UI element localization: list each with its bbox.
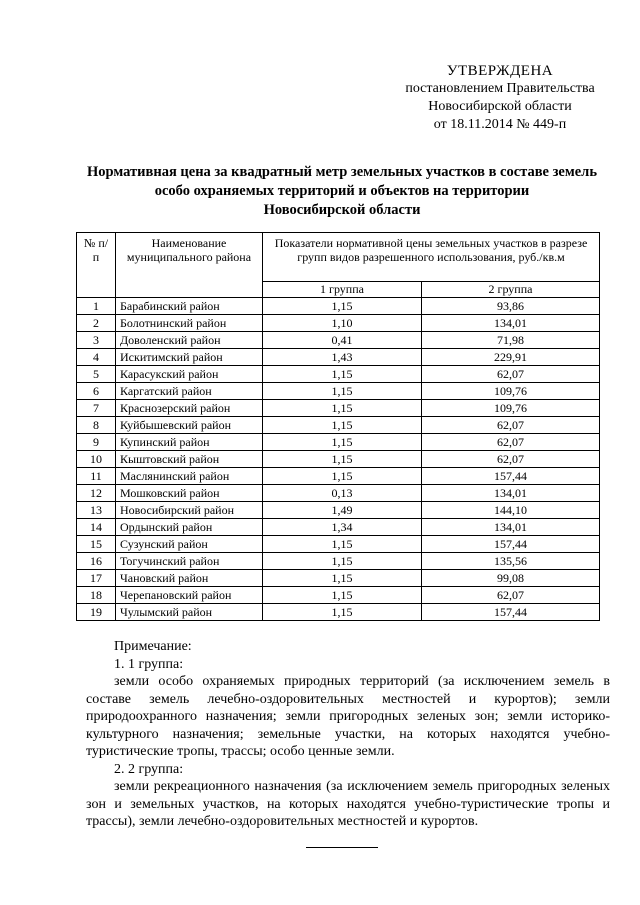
- row-number: 4: [77, 349, 116, 366]
- district-name: Доволенский район: [116, 332, 263, 349]
- note-2-label: 2. 2 группа:: [114, 761, 184, 777]
- approval-line-3: от 18.11.2014 № 449-п: [433, 117, 567, 132]
- group-1-price: 1,15: [263, 587, 422, 604]
- table-row: [77, 332, 600, 349]
- group-1-price: 1,10: [263, 315, 422, 332]
- district-name: Барабинский район: [116, 298, 263, 315]
- end-divider: [306, 847, 378, 848]
- group-2-price: 62,07: [422, 434, 600, 451]
- group-2-price: 62,07: [422, 587, 600, 604]
- table-row: [77, 366, 600, 383]
- district-name: Карасукский район: [116, 366, 263, 383]
- group-1-price: 1,15: [263, 383, 422, 400]
- note-1-text: земли особо охраняемых природных территорий (за исключением земель в составе земель лечебно-оздоровительных местностей и курортов); земли природоохранного назначения; земли пригородных зеленых зон; земли историко-культурного назначения; земельные участки, на которых находятся учебно-туристические тропы, трассы; особо ценные земли.: [86, 674, 610, 759]
- row-number: 6: [77, 383, 116, 400]
- notes-section: [86, 638, 610, 831]
- group-2-price: 109,76: [422, 383, 600, 400]
- row-number: 16: [77, 553, 116, 570]
- group-1-price: 1,15: [263, 553, 422, 570]
- district-name: Кыштовский район: [116, 451, 263, 468]
- row-number: 18: [77, 587, 116, 604]
- table-row: [77, 349, 600, 366]
- district-name: Ордынский район: [116, 519, 263, 536]
- group-1-price: 1,15: [263, 451, 422, 468]
- group-2-price: 229,91: [422, 349, 600, 366]
- row-number: 11: [77, 468, 116, 485]
- approval-line-2: Новосибирской области: [428, 99, 572, 114]
- group-2-price: 71,98: [422, 332, 600, 349]
- group-2-price: 157,44: [422, 468, 600, 485]
- group-1-price: 1,15: [263, 536, 422, 553]
- group-2-price: 135,56: [422, 553, 600, 570]
- table-row: [77, 587, 600, 604]
- district-name: Искитимский район: [116, 349, 263, 366]
- table-row: [77, 536, 600, 553]
- table-row: [77, 468, 600, 485]
- group-1-price: 1,34: [263, 519, 422, 536]
- table-row: [77, 298, 600, 315]
- row-number: 10: [77, 451, 116, 468]
- table-row: [77, 434, 600, 451]
- group-2-price: 93,86: [422, 298, 600, 315]
- group-2-price: 134,01: [422, 315, 600, 332]
- group-1-price: 0,13: [263, 485, 422, 502]
- group-1-price: 1,15: [263, 570, 422, 587]
- district-name: Каргатский район: [116, 383, 263, 400]
- row-number: 8: [77, 417, 116, 434]
- table-row: [77, 417, 600, 434]
- group-2-price: 62,07: [422, 366, 600, 383]
- approval-line-1: постановлением Правительства: [405, 81, 595, 96]
- group-2-price: 157,44: [422, 536, 600, 553]
- group-2-price: 144,10: [422, 502, 600, 519]
- group-1-price: 1,43: [263, 349, 422, 366]
- table-row: [77, 553, 600, 570]
- table-row: [77, 451, 600, 468]
- table-row: [77, 502, 600, 519]
- row-number: 13: [77, 502, 116, 519]
- table-row: [77, 604, 600, 621]
- group-2-price: 99,08: [422, 570, 600, 587]
- table-row: [77, 383, 600, 400]
- district-name: Чулымский район: [116, 604, 263, 621]
- group-2-price: 62,07: [422, 417, 600, 434]
- group-1-price: 1,15: [263, 434, 422, 451]
- table-row: [77, 519, 600, 536]
- row-number: 5: [77, 366, 116, 383]
- row-number: 17: [77, 570, 116, 587]
- group-1-price: 1,15: [263, 604, 422, 621]
- district-name: Чановский район: [116, 570, 263, 587]
- group-1-price: 1,49: [263, 502, 422, 519]
- row-number: 12: [77, 485, 116, 502]
- title-line-1: Нормативная цена за квадратный метр земельных участков в составе земель: [87, 164, 597, 180]
- group-1-price: 1,15: [263, 298, 422, 315]
- header-indicators: Показатели нормативной цены земельных участков в разрезе групп видов разрешенного использования, руб./кв.м: [263, 233, 600, 282]
- header-district-name: Наименование муниципального района: [116, 233, 263, 298]
- group-2-price: 134,01: [422, 519, 600, 536]
- district-name: Краснозерский район: [116, 400, 263, 417]
- row-number: 19: [77, 604, 116, 621]
- row-number: 15: [77, 536, 116, 553]
- district-name: Черепановский район: [116, 587, 263, 604]
- district-name: Болотнинский район: [116, 315, 263, 332]
- group-1-price: 1,15: [263, 417, 422, 434]
- district-name: Куйбышевский район: [116, 417, 263, 434]
- group-2-price: 62,07: [422, 451, 600, 468]
- row-number: 9: [77, 434, 116, 451]
- header-number: № п/п: [77, 233, 116, 298]
- group-1-price: 1,15: [263, 400, 422, 417]
- district-name: Сузунский район: [116, 536, 263, 553]
- row-number: 2: [77, 315, 116, 332]
- group-2-price: 134,01: [422, 485, 600, 502]
- group-1-price: 1,15: [263, 468, 422, 485]
- district-name: Тогучинский район: [116, 553, 263, 570]
- note-1-label: 1. 1 группа:: [114, 656, 184, 672]
- group-2-price: 157,44: [422, 604, 600, 621]
- row-number: 7: [77, 400, 116, 417]
- row-number: 1: [77, 298, 116, 315]
- header-group-1: 1 группа: [263, 282, 422, 298]
- table-row: [77, 315, 600, 332]
- title-line-2: особо охраняемых территорий и объектов на территории: [154, 183, 530, 199]
- price-table: [76, 232, 600, 621]
- note-2-text: земли рекреационного назначения (за исключением земель пригородных зеленых зон и земельных участков, на которых находятся учебно-туристические тропы и трассы), земли лечебно-оздоровительных местностей и курортов.: [86, 779, 610, 829]
- group-1-price: 0,41: [263, 332, 422, 349]
- approval-stamp: [390, 62, 610, 134]
- table-row: [77, 570, 600, 587]
- district-name: Купинский район: [116, 434, 263, 451]
- district-name: Маслянинский район: [116, 468, 263, 485]
- notes-heading: Примечание:: [114, 639, 192, 654]
- table-row: [77, 485, 600, 502]
- group-1-price: 1,15: [263, 366, 422, 383]
- row-number: 14: [77, 519, 116, 536]
- header-group-2: 2 группа: [422, 282, 600, 298]
- group-2-price: 109,76: [422, 400, 600, 417]
- table-row: [77, 400, 600, 417]
- document-title: [72, 163, 612, 220]
- district-name: Мошковский район: [116, 485, 263, 502]
- row-number: 3: [77, 332, 116, 349]
- district-name: Новосибирский район: [116, 502, 263, 519]
- approval-title: УТВЕРЖДЕНА: [446, 63, 554, 79]
- title-line-3: Новосибирской области: [263, 202, 421, 218]
- table-body: [77, 298, 600, 621]
